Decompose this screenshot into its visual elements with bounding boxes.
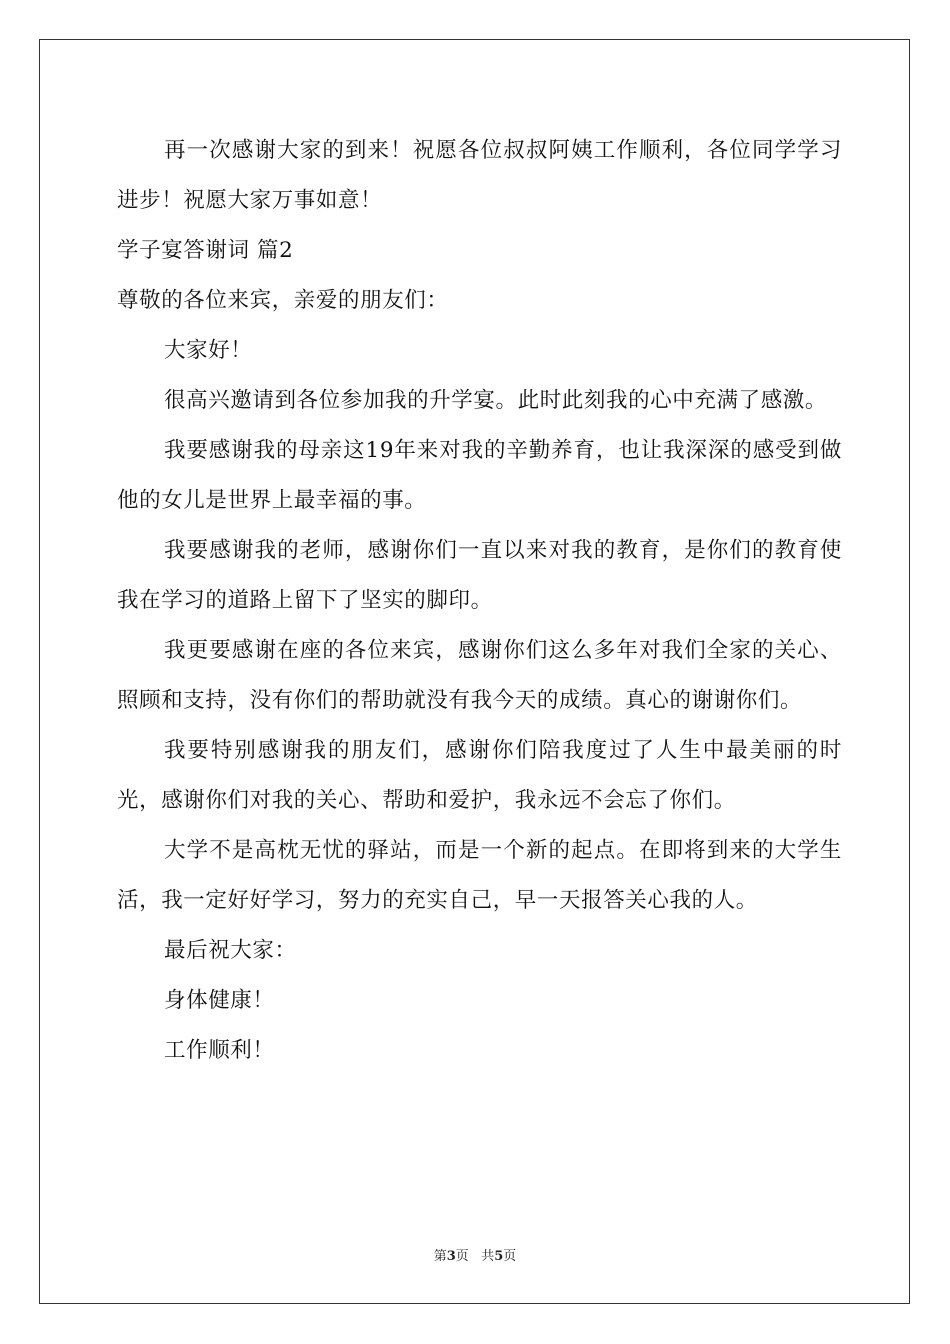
paragraph-thanks-friends: 我要特别感谢我的朋友们，感谢你们陪我度过了人生中最美丽的时光，感谢你们对我的关心、帮助和爱护，我永远不会忘了你们。 xyxy=(117,738,842,813)
paragraph-thanks-teachers: 我要感谢我的老师，感谢你们一直以来对我的教育，是你们的教育使我在学习的道路上留下了坚实的脚印。 xyxy=(117,538,842,613)
total-prefix: 共 xyxy=(481,1249,495,1264)
salutation: 尊敬的各位来宾，亲爱的朋友们： xyxy=(117,288,449,313)
greeting: 大家好！ xyxy=(164,338,253,363)
paragraph-university: 大学不是高枕无忧的驿站，而是一个新的起点。在即将到来的大学生活，我一定好好学习，努力的充实自己，早一天报答关心我的人。 xyxy=(117,838,842,913)
document-body xyxy=(117,126,842,1076)
paragraph-intro: 很高兴邀请到各位参加我的升学宴。此时此刻我的心中充满了感激。 xyxy=(164,388,828,413)
page-prefix: 第 xyxy=(433,1249,447,1264)
total-pages: 5 xyxy=(494,1249,504,1264)
paragraph-final-wishes: 最后祝大家： xyxy=(164,938,297,963)
wish-health: 身体健康！ xyxy=(164,988,275,1013)
page-number: 3 xyxy=(446,1249,456,1264)
wish-work: 工作顺利！ xyxy=(164,1038,275,1063)
total-suffix: 页 xyxy=(503,1249,517,1264)
page-suffix: 页 xyxy=(455,1249,469,1264)
paragraph-thanks-guests: 我更要感谢在座的各位来宾，感谢你们这么多年对我们全家的关心、照顾和支持，没有你们的帮助就没有我今天的成绩。真心的谢谢你们。 xyxy=(117,638,842,713)
page-footer xyxy=(0,1245,950,1264)
paragraph-thanks-mother: 我要感谢我的母亲这19年来对我的辛勤养育，也让我深深的感受到做他的女儿是世界上最幸福的事。 xyxy=(117,438,842,513)
paragraph-closing-thanks: 再一次感谢大家的到来！祝愿各位叔叔阿姨工作顺利，各位同学学习进步！祝愿大家万事如意！ xyxy=(117,138,842,213)
section-heading: 学子宴答谢词 篇2 xyxy=(117,238,294,263)
